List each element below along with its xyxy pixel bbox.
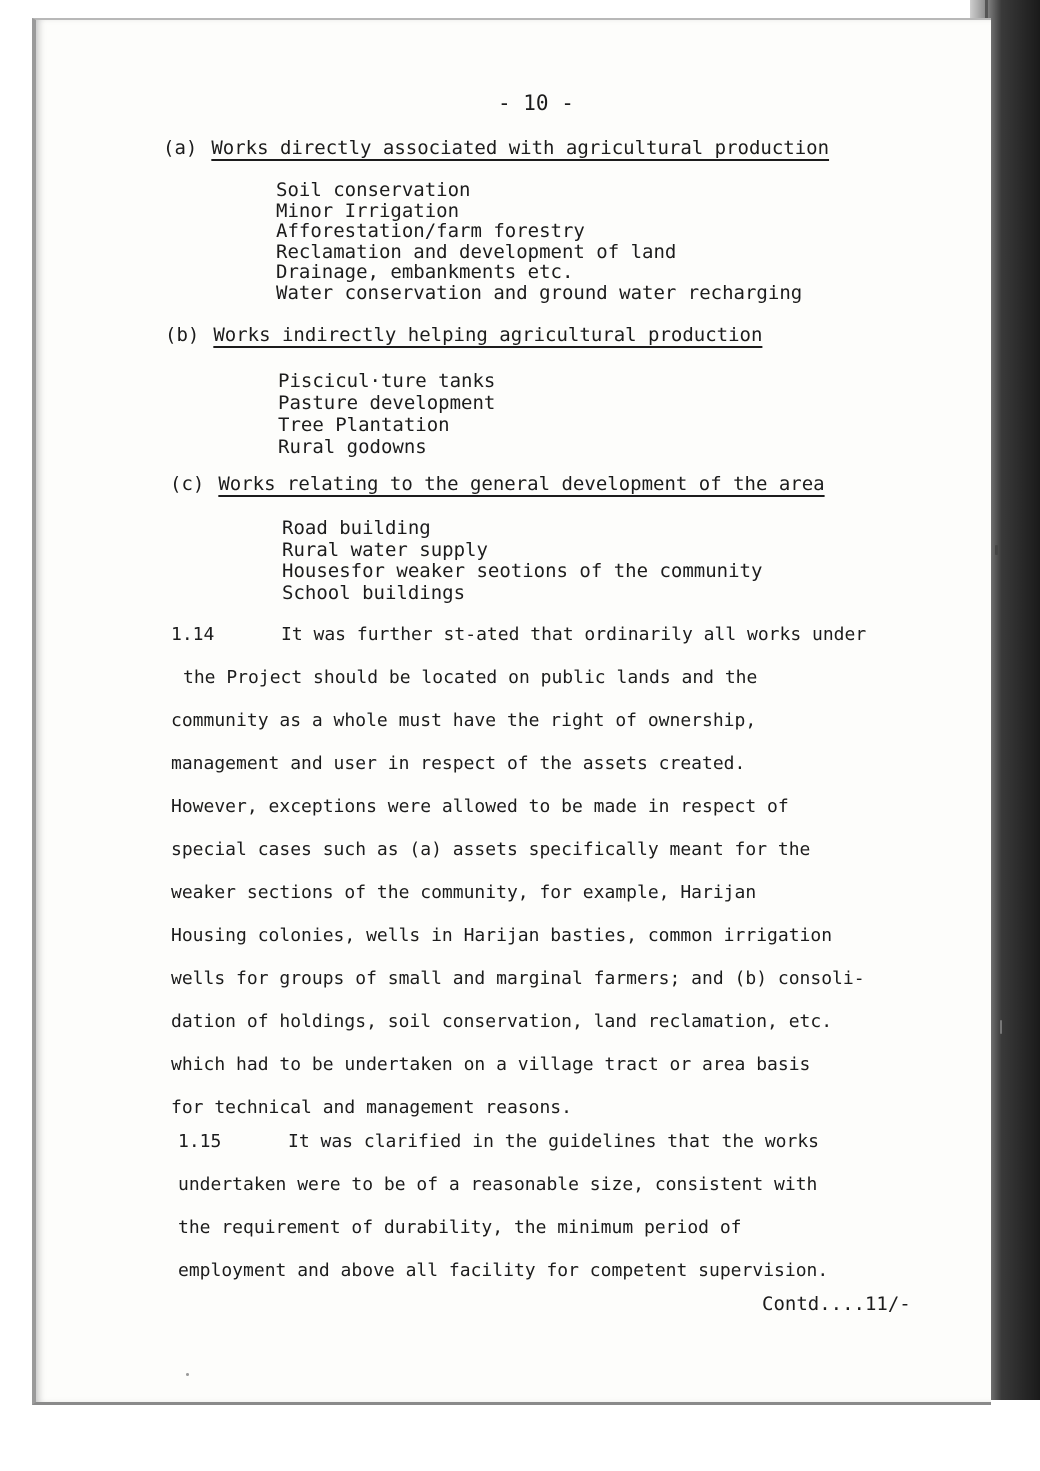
- paragraph-line: 1.15 It was clarified in the guidelines that the works: [178, 1120, 828, 1163]
- list-item: Tree Plantation: [278, 414, 450, 436]
- section-a-list: [276, 180, 802, 303]
- paragraph-line: for technical and management reasons.: [171, 1097, 572, 1118]
- section-a-title: Works directly associated with agricultural production: [211, 137, 830, 159]
- paragraph-1-14: [171, 613, 866, 1129]
- list-item: Reclamation and development of land: [276, 240, 677, 263]
- section-b-list: [278, 370, 495, 458]
- paragraph-line: dation of holdings, soil conservation, land reclamation, etc.: [171, 1011, 833, 1032]
- section-b-heading: [165, 324, 762, 346]
- list-item: Pasture development: [278, 392, 496, 414]
- section-b-title: Works indirectly helping agricultural production: [213, 324, 763, 346]
- paragraph-line: special cases such as (a) assets specifically meant for the: [171, 839, 811, 860]
- list-item: Rural godowns: [278, 436, 427, 458]
- list-item: Drainage, embankments etc.: [276, 261, 574, 283]
- list-item: School buildings: [282, 581, 466, 604]
- paragraph-line: the requirement of durability, the minimum period of: [178, 1217, 742, 1238]
- paragraph-line: undertaken were to be of a reasonable size, consistent with: [178, 1174, 818, 1195]
- section-c-label: (c): [170, 473, 205, 495]
- section-b-label: (b): [165, 324, 200, 346]
- paragraph-line: which had to be undertaken on a village tract or area basis: [171, 1054, 811, 1075]
- paragraph-1-15: [178, 1120, 828, 1292]
- section-c-title: Works relating to the general development of the area: [218, 473, 825, 495]
- paragraph-line: weaker sections of the community, for example, Harijan: [171, 882, 757, 903]
- section-a-label: (a): [163, 137, 198, 159]
- list-item: Piscicul·ture tanks: [278, 370, 496, 392]
- list-item: Minor Irrigation: [276, 199, 460, 222]
- list-item: Rural water supply: [282, 538, 488, 561]
- paragraph-number: 1.14: [171, 624, 215, 645]
- continuation-note: Contd....11/-: [762, 1293, 911, 1315]
- paragraph-line: employment and above all facility for competent supervision.: [178, 1260, 829, 1281]
- scan-speck: [995, 545, 998, 555]
- paragraph-line: community as a whole must have the right of ownership,: [171, 710, 757, 731]
- paragraph-line: the Project should be located on public lands and the: [183, 667, 758, 688]
- paragraph-line: 1.14 It was further st-ated that ordinarily all works under: [171, 613, 866, 656]
- section-a-heading: [163, 137, 829, 159]
- list-item: Housesfor weaker seotions of the community: [282, 560, 763, 582]
- section-c-heading: [170, 473, 825, 495]
- list-item: Water conservation and ground water recharging: [276, 281, 803, 304]
- page-number: - 10 -: [498, 91, 574, 115]
- list-item: Road building: [282, 517, 431, 539]
- scan-speck: [1000, 1020, 1002, 1034]
- paragraph-line: wells for groups of small and marginal farmers; and (b) consoli-: [171, 968, 865, 989]
- paragraph-number: 1.15: [178, 1131, 222, 1152]
- paragraph-line: However, exceptions were allowed to be made in respect of: [171, 796, 789, 817]
- paragraph-line: Housing colonies, wells in Harijan basties, common irrigation: [171, 925, 833, 946]
- paragraph-line: management and user in respect of the assets created.: [171, 753, 746, 774]
- list-item: Soil conservation: [276, 179, 471, 201]
- scan-speck: [186, 1373, 189, 1376]
- section-c-list: [282, 518, 762, 604]
- list-item: Afforestation/farm forestry: [276, 220, 585, 242]
